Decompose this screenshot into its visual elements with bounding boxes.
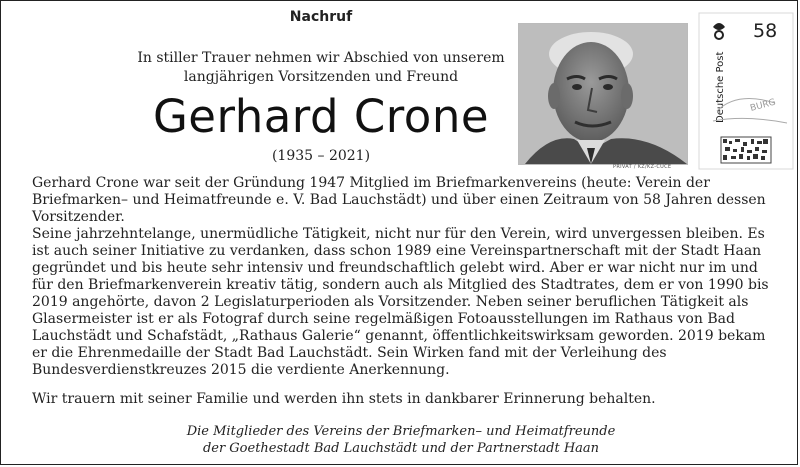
postmark-text: BURG (749, 97, 777, 114)
closing-sentence: Wir trauern mit seiner Familie und werden ihn stets in dankbarer Erinnerung behalten. (32, 391, 656, 407)
body-paragraph-1: Gerhard Crone war seit der Gründung 1947 Mitglied im Briefmarkenvereins (heute: Verein der Briefmarken– und Heimatfreunde e. V. Bad Lauchstädt) und über einen Zeitraum von 58 Jahren dessen Vorsitzender. (32, 175, 766, 225)
intro-line-1: In stiller Trauer nehmen wir Abschied von unserem (137, 50, 505, 66)
deceased-name: Gerhard Crone (152, 90, 490, 143)
stamp-value: 58 (753, 20, 778, 42)
intro-text (111, 49, 531, 87)
signature-block (101, 423, 701, 457)
body-paragraph-2: Seine jahrzehntelange, unermüdliche Tätigkeit, nicht nur für den Verein, wird unvergessen bleiben. Es ist auch seiner Initiative zu verdanken, dass schon 1989 eine Vereinspartnerschaft mit der Stadt Haan gegründet und bis heute sehr intensiv und freundschaftlich gelebt wird. Aber er war nicht nur im und für den Briefmarkenverein kreativ tätig, sondern auch als Mitglied des Stadtrates, dem er von 1990 bis 2019 angehörte, davon 2 Legislaturperioden als Vorsitzender. Neben seiner beruflichen Tätigkeit als Glasermeister ist er als Fotograf durch seine regelmäßigen Fotoausstellungen im Rathaus von Bad Lauchstädt und Schafstädt, „Rathaus Galerie“ genannt, öffentlichkeitswirksam geworden. 2019 bekam er die Ehrenmedaille der Stadt Bad Lauchstädt. Sein Wirken fand mit der Verleihung des Bundesverdienstkreuzes 2015 die verdiente Anerkennung. (32, 226, 769, 378)
photo-credit: PRIVAT / KZ/KZ-CUCE (613, 164, 672, 170)
obituary-body (32, 175, 774, 379)
signature-line-1: Die Mitglieder des Vereins der Briefmarken– und Heimatfreunde (186, 424, 616, 439)
life-dates: (1935 – 2021) (271, 148, 371, 164)
portrait-photo (518, 23, 688, 165)
portrait-photo-image (519, 24, 687, 164)
signature-line-2: der Goethestadt Bad Lauchstädt und der Partnerstadt Haan (202, 441, 600, 456)
barcode-matrix (721, 137, 771, 163)
stamp-brand: Deutsche Post (715, 51, 726, 123)
intro-line-2: langjährigen Vorsitzenden und Freund (183, 69, 459, 85)
notice-heading: Nachruf (289, 9, 353, 25)
postage-stamp (697, 11, 795, 171)
